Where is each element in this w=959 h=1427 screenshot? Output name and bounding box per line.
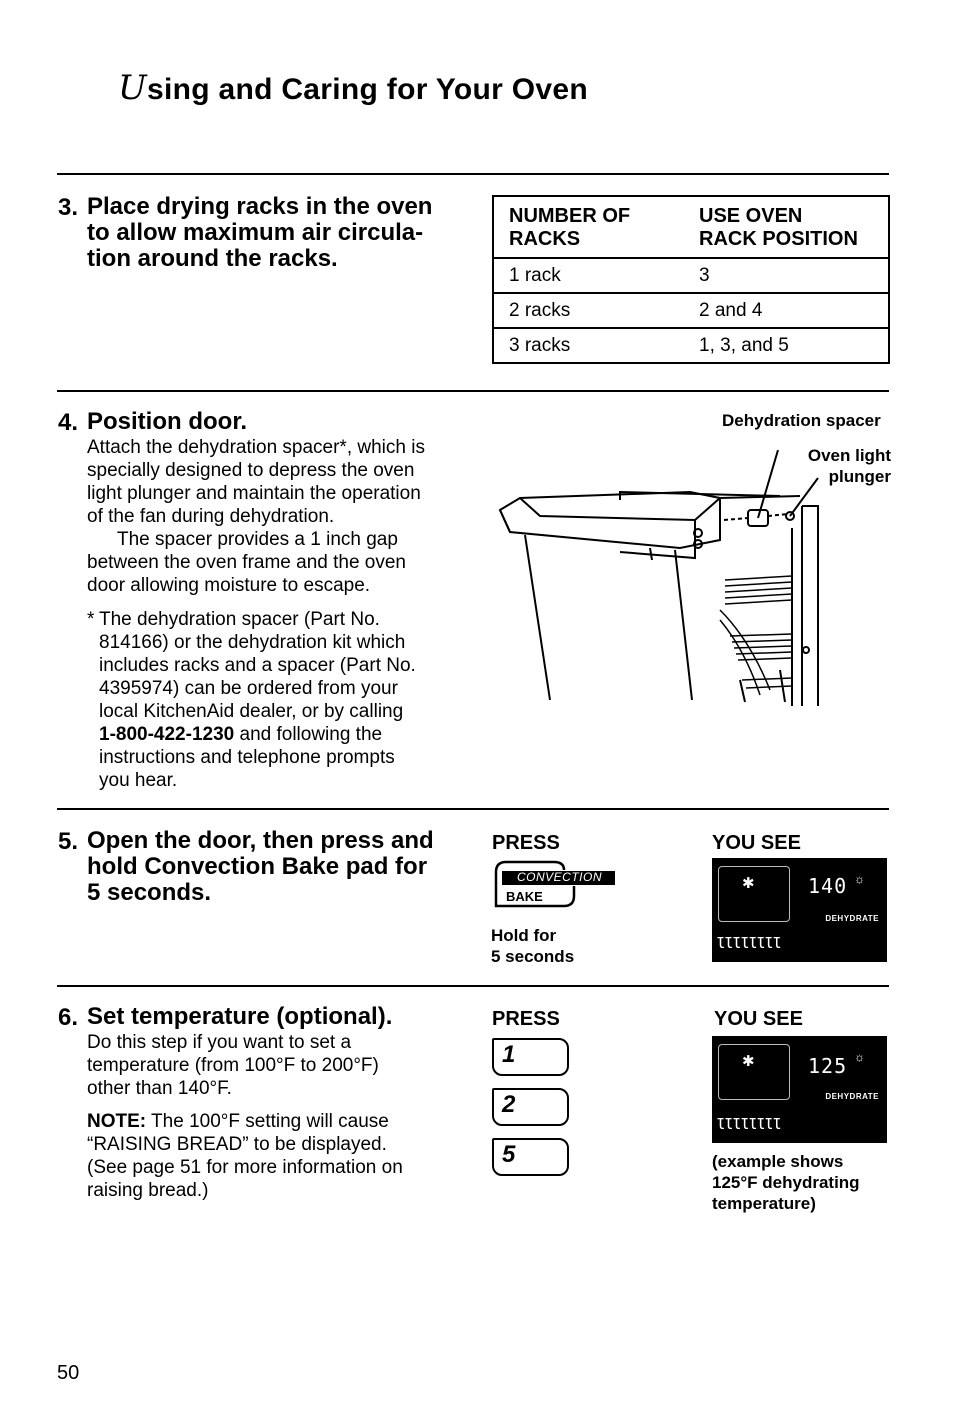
press-label: PRESS [492,1008,560,1030]
press-label: PRESS [492,832,560,854]
text-line: between the oven frame and the oven [87,552,407,573]
step-4-heading: Position door. [87,408,247,435]
text-line: instructions and telephone prompts [99,747,395,768]
table-cell: 1 rack [493,258,699,293]
sun-icon: ☼ [854,872,865,886]
text-line: other than 140°F. [87,1078,232,1099]
divider [57,173,889,175]
table-cell: 1, 3, and 5 [699,328,889,363]
display-temperature: 125 [808,1054,848,1078]
text-line: you hear. [99,770,178,791]
sun-icon: ☼ [854,1050,865,1064]
text-line: (See page 51 for more information on [87,1157,403,1178]
header-use-oven-rack-position: USE OVEN RACK POSITION [699,205,858,250]
text-line: raising bread.) [87,1180,209,1201]
step-4-footnote [87,608,416,792]
rack-position-table [492,195,890,364]
display-temperature: 140 [808,874,848,898]
text-line: The spacer provides a 1 inch gap [117,529,398,550]
text-line: “RAISING BREAD” to be displayed. [87,1134,387,1155]
text-line: Attach the dehydration spacer*, which is [87,437,425,458]
title-initial: U [118,68,147,108]
heading-line: Open the door, then press and [87,827,434,854]
title-text: sing and Caring for Your Oven [146,73,588,106]
table-cell: 2 racks [493,293,699,328]
text-line: door allowing moisture to escape. [87,575,371,596]
heading-line: 5 seconds. [87,879,212,906]
heading-line: hold Convection Bake pad for [87,853,428,880]
text-line: local KitchenAid dealer, or by calling [99,701,404,722]
you-see-label: YOU SEE [714,1008,803,1030]
page-number: 50 [57,1362,80,1384]
oven-display-125 [712,1036,887,1143]
text-line: The dehydration spacer (Part No. [99,609,380,630]
text-line: specially designed to depress the oven [87,460,415,481]
label-dehydration-spacer: Dehydration spacer [722,411,881,430]
text-line: temperature (from 100°F to 200°F) [87,1055,379,1076]
table-cell: 2 and 4 [699,293,889,328]
convection-bake-pad[interactable] [494,860,617,910]
oven-display-140 [712,858,887,962]
table-header-row [493,196,889,258]
label-oven-light-plunger: Oven light plunger [807,446,891,486]
text-line: 1-800-422-1230 and following the [99,724,383,745]
divider [57,390,889,392]
text-line: includes racks and a spacer (Part No. [99,655,416,676]
display-bars: ƖƖƖƖƖƖƖƖ [716,1115,781,1133]
step-3-heading [87,194,432,272]
text-line: 4395974) can be ordered from your [99,678,398,699]
heading-line: to allow maximum air circula- [87,219,424,246]
step-6-number: 6. [58,1004,79,1031]
header-number-of-racks: NUMBER OF RACKS [509,205,631,250]
heading-line: Place drying racks in the oven [87,193,433,220]
text-line: of the fan during dehydration. [87,506,335,527]
heading-line: tion around the racks. [87,245,338,272]
step-4-body [87,436,425,597]
display-dehydrate-indicator: DEHYDRATE [825,914,879,923]
step-5-number: 5. [58,828,79,855]
display-dehydrate-indicator: DEHYDRATE [825,1092,879,1101]
display-caption: (example shows 125°F dehydrating temperature) [712,1152,860,1213]
table-cell: 3 [699,258,889,293]
table-row [493,293,889,328]
fan-icon: ✱ [742,1053,755,1070]
table-row [493,328,889,363]
text-line: Do this step if you want to set a [87,1032,352,1053]
phone-number: 1-800-422-1230 [99,724,235,745]
pad-convection-text: CONVECTION [516,870,602,884]
step-6-heading: Set temperature (optional). [87,1003,393,1030]
table-cell: 3 racks [493,328,699,363]
text-line: light plunger and maintain the operation [87,483,421,504]
divider [57,985,889,987]
fan-icon: ✱ [742,875,755,892]
keypad-5-button[interactable]: 5 [492,1138,569,1176]
oven-door-illustration [480,440,840,710]
footnote-mark: * [87,609,95,630]
note-label: NOTE: [87,1111,147,1132]
keypad-1-button[interactable]: 1 [492,1038,569,1076]
step-5-heading [87,828,434,906]
text-line: NOTE: The 100°F setting will cause [87,1111,389,1132]
keypad-2-button[interactable]: 2 [492,1088,569,1126]
step-4-number: 4. [58,409,79,436]
page-title [118,68,588,108]
you-see-label: YOU SEE [712,832,801,854]
table-row [493,258,889,293]
display-bars: ƖƖƖƖƖƖƖƖ [716,934,781,952]
step-3-number: 3. [58,194,79,221]
pad-bake-text: BAKE [506,889,543,904]
step-6-body [87,1031,403,1202]
hold-note: Hold for 5 seconds [491,926,575,966]
divider [57,808,889,810]
text-line: 814166) or the dehydration kit which [99,632,406,653]
